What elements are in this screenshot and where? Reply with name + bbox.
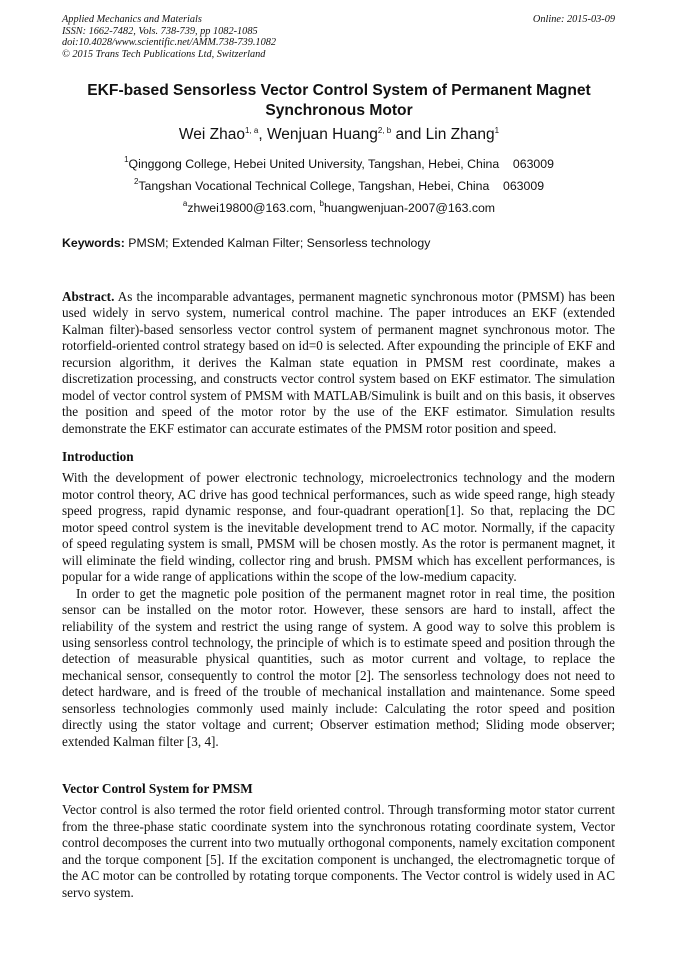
- paper-title: EKF-based Sensorless Vector Control System of Permanent Magnet Synchronous Motor: [87, 82, 591, 119]
- email: zhwei19800@163.com,: [187, 201, 320, 215]
- paragraph: In order to get the magnetic pole position of the permanent magnet rotor in real time, the position sensor can be installed on the motor rotor. However, these sensors are hard to install, affect the reliability of the system and restrict the using range of system. A good way to solve this problem is using sensorless control technology, the principle of which is to estimate speed and position through the detection of measurable physical quantities, such as motor current and voltage, to replace the mechanical sensor, consequently to control the motor [2]. The sensorless technology does not need to detect hardware, and is freed of the trouble of mechanical installation and maintenance. Some speed sensorless technologies commonly used mainly include: Calculating the rotor speed and position directly using the stator voltage and current; Observer estimation method; Sliding mode observer; extended Kalman filter [3, 4].: [62, 585, 615, 749]
- abstract-text: As the incomparable advantages, permanent magnetic synchronous motor (PMSM) has been used widely in servo system, numerical control machine. The paper introduces an EKF (extended Kalman filter)-based sensorless vector control system of permanent magnet synchronous motor. The rotorfield-oriented control strategy based on id=0 is selected. After expounding the principle of EKF and recursion algorithm, it derives the Kalman state equation in PMSM rest coordinate, makes a discretization processing, and constructs vector control system based on EKF estimator. The simulation model of vector control system of PMSM with MATLAB/Simulink is built and on this basis, it observes the position and speed of the motor rotor by the use of the EKF estimator. Simulation results demonstrate the EKF estimator can accurate estimates of the PMSM rotor position and speed.: [62, 289, 615, 436]
- keywords: [62, 236, 430, 250]
- online-date: Online: 2015-03-09: [532, 14, 615, 25]
- aff-sup: 1: [124, 155, 129, 164]
- section-introduction: [62, 449, 615, 750]
- section-heading: Introduction: [62, 449, 134, 464]
- affiliation-1: [62, 157, 616, 171]
- author: Wei Zhao: [178, 126, 245, 143]
- affiliation-2: [62, 179, 616, 193]
- author-sup: 2, b: [377, 126, 392, 135]
- aff-sup: 2: [133, 177, 139, 186]
- issn: ISSN: 1662-7482, Vols. 738-739, pp 1082-1085: [62, 25, 258, 37]
- journal-name: Applied Mechanics and Materials: [62, 14, 202, 25]
- author: Wenjuan Huang: [266, 126, 378, 143]
- author-sup: 1: [494, 126, 500, 135]
- copyright: © 2015 Trans Tech Publications Ltd, Switzerland: [62, 48, 266, 60]
- section-heading: Vector Control System for PMSM: [62, 781, 253, 796]
- authors: Wei Zhao$^{1, a}$, Wenjuan Huang$^{2, b}$ and Lin Zhang$^1$: [178, 126, 500, 143]
- journal-header: [62, 14, 276, 60]
- email-sup: a: [182, 199, 188, 208]
- author: and Lin Zhang: [395, 126, 495, 143]
- doi: doi:10.4028/www.scientific.net/AMM.738-739.1082: [62, 37, 277, 48]
- keywords-label: Keywords:: [62, 236, 125, 250]
- section-vector-control: [62, 781, 615, 901]
- aff-text: Tangshan Vocational Technical College, Tangshan, Hebei, China 063009: [138, 179, 545, 193]
- aff-text: Qinggong College, Hebei United University, Tangshan, Hebei, China 063009: [128, 157, 554, 171]
- email-sup: b: [319, 199, 324, 208]
- abstract-label: Abstract.: [62, 289, 115, 304]
- emails: [62, 201, 616, 215]
- author-sup: 1, a: [244, 126, 259, 135]
- keywords-text: PMSM; Extended Kalman Filter; Sensorless technology: [124, 236, 431, 250]
- email: huangwenjuan-2007@163.com: [323, 201, 496, 215]
- paragraph: With the development of power electronic technology, microelectronics technology and the modern motor control theory, AC drive has good technical performances, such as wide speed range, high steady speed progress, rapid dynamic response, and four-quadrant operation[1]. So that, replacing the DC motor speed control system is the inevitable development trend to AC motor. Normally, if the capacity of speed regulating system is small, PMSM will be chosen mostly. As the rotor is permanent magnet, it will eliminate the field winding, collector ring and brush. PMSM which has excellent performances, is popular for a wide range of applications within the scope of the low-medium capacity.: [62, 470, 615, 585]
- paragraph: Vector control is also termed the rotor field oriented control. Through transforming motor stator current from the three-phase static coordinate system into the synchronous rotating coordinate system, Vector control decomposes the current into two mutually orthogonal components, namely excitation component and the torque component [5]. If the excitation component is unchanged, the electromagnetic torque of the AC motor can be controlled by rotating torque components. The Vector control is widely used in AC servo system.: [62, 802, 615, 900]
- abstract: [62, 289, 615, 437]
